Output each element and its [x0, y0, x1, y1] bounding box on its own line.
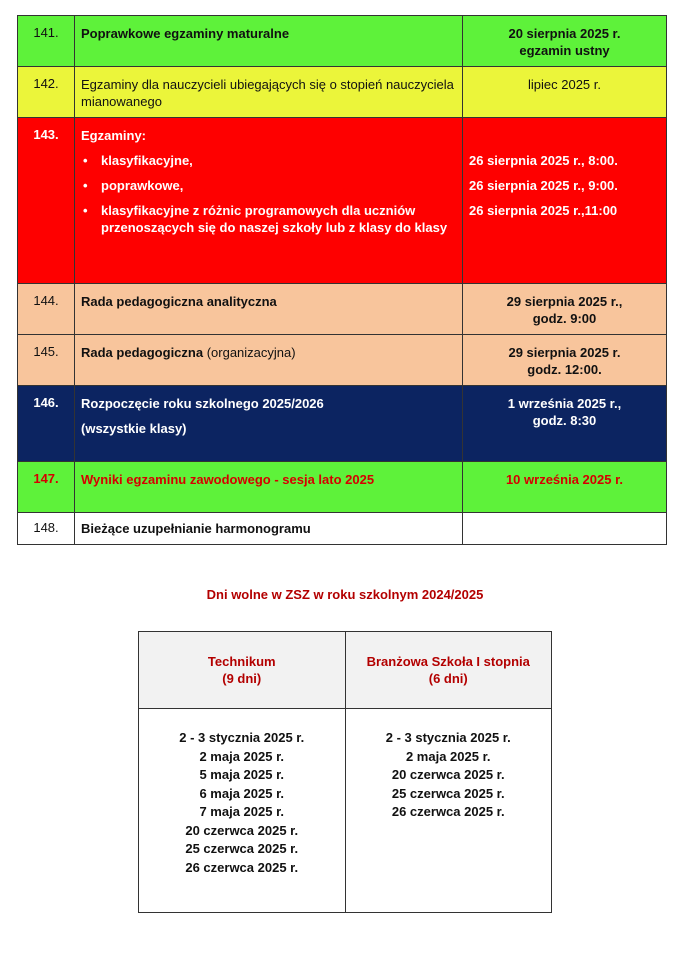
date-line: 10 września 2025 r. — [505, 472, 624, 487]
days-off-table — [138, 631, 552, 913]
date-item: 26 czerwca 2025 r. — [185, 859, 299, 875]
column-name: Branżowa Szkoła I stopnia — [366, 654, 530, 669]
row-date — [463, 16, 667, 67]
row-title: Egzaminy dla nauczycieli ubiegających się o stopień nauczyciela mianowanego — [75, 67, 463, 118]
column-header-branzowa — [345, 632, 552, 709]
date-line: godz. 8:30 — [532, 413, 597, 428]
table-row — [18, 513, 667, 545]
row-title: Rada pedagogiczna analityczna — [75, 284, 463, 335]
row-title-suffix: (organizacyjna) — [206, 345, 296, 360]
date-item: 20 czerwca 2025 r. — [391, 767, 505, 782]
row-date — [463, 67, 667, 118]
branzowa-dates — [345, 709, 552, 913]
row-date — [463, 284, 667, 335]
row-number: 145. — [18, 335, 75, 386]
date-line: egzamin ustny — [519, 43, 610, 58]
list-item: • klasyfikacyjne, — [81, 152, 456, 169]
row-title-cell — [75, 386, 463, 462]
table-row — [18, 284, 667, 335]
row-title: Rada pedagogiczna — [81, 345, 204, 360]
column-name: Technikum — [207, 654, 276, 669]
row-number: 144. — [18, 284, 75, 335]
row-date — [463, 386, 667, 462]
date-item: 25 czerwca 2025 r. — [391, 785, 505, 801]
table-row — [18, 16, 667, 67]
table-row — [18, 335, 667, 386]
exam-type-list — [81, 152, 456, 236]
row-title: Rozpoczęcie roku szkolnego 2025/2026 — [81, 396, 324, 411]
date-line: 26 sierpnia 2025 r., 8:00. — [469, 153, 618, 168]
date-item: 2 - 3 stycznia 2025 r. — [385, 730, 511, 745]
table-row — [18, 462, 667, 513]
days-off-body-row — [139, 709, 552, 913]
date-line: godz. 9:00 — [532, 311, 597, 326]
row-title: Bieżące uzupełnianie harmonogramu — [75, 513, 463, 545]
row-subtitle: (wszystkie klasy) — [81, 421, 187, 436]
date-line: lipiec 2025 r. — [528, 77, 601, 92]
date-line: 29 sierpnia 2025 r. — [508, 345, 621, 360]
table-row — [18, 67, 667, 118]
schedule-table — [17, 15, 667, 545]
date-line: 26 sierpnia 2025 r.,11:00 — [469, 203, 618, 218]
list-item: • klasyfikacyjne z różnic programowych dla uczniów przenoszących się do naszej szkoły lub z klasy do klasy — [81, 202, 456, 236]
row-title: Poprawkowe egzaminy maturalne — [75, 16, 463, 67]
days-off-header-row — [139, 632, 552, 709]
column-count: (6 dni) — [428, 671, 468, 686]
date-item: 2 - 3 stycznia 2025 r. — [179, 730, 305, 745]
row-title: Wyniki egzaminu zawodowego - sesja lato 2025 — [75, 462, 463, 513]
row-title-cell — [75, 335, 463, 386]
date-item: 6 maja 2025 r. — [199, 785, 285, 801]
table-row — [18, 386, 667, 462]
date-item: 7 maja 2025 r. — [199, 804, 285, 819]
row-title: Egzaminy: — [81, 128, 147, 143]
row-number: 146. — [18, 386, 75, 462]
date-item: 5 maja 2025 r. — [199, 767, 285, 782]
row-date — [463, 462, 667, 513]
days-off-title: Dni wolne w ZSZ w roku szkolnym 2024/2025 — [206, 587, 484, 602]
row-number: 148. — [18, 513, 75, 545]
date-line: godz. 12:00. — [527, 362, 602, 377]
date-line: 20 sierpnia 2025 r. — [508, 26, 621, 41]
list-item: • poprawkowe, — [81, 177, 456, 194]
row-number: 142. — [18, 67, 75, 118]
table-row — [18, 118, 667, 284]
row-date — [463, 118, 667, 284]
row-number: 147. — [18, 462, 75, 513]
date-item: 2 maja 2025 r. — [405, 748, 491, 764]
row-number: 143. — [18, 118, 75, 284]
technikum-dates — [139, 709, 346, 913]
row-number: 141. — [18, 16, 75, 67]
date-item: 25 czerwca 2025 r. — [185, 841, 299, 856]
date-item: 2 maja 2025 r. — [199, 748, 285, 764]
column-header-technikum — [139, 632, 346, 709]
date-item: 26 czerwca 2025 r. — [391, 804, 505, 819]
date-line: 26 sierpnia 2025 r., 9:00. — [469, 178, 618, 193]
date-line: 29 sierpnia 2025 r., — [506, 294, 623, 309]
row-date — [463, 513, 667, 545]
column-count: (9 dni) — [222, 671, 262, 686]
date-line: 1 września 2025 r., — [507, 396, 622, 411]
row-date — [463, 335, 667, 386]
row-title-cell — [75, 118, 463, 284]
date-item: 20 czerwca 2025 r. — [185, 822, 299, 838]
